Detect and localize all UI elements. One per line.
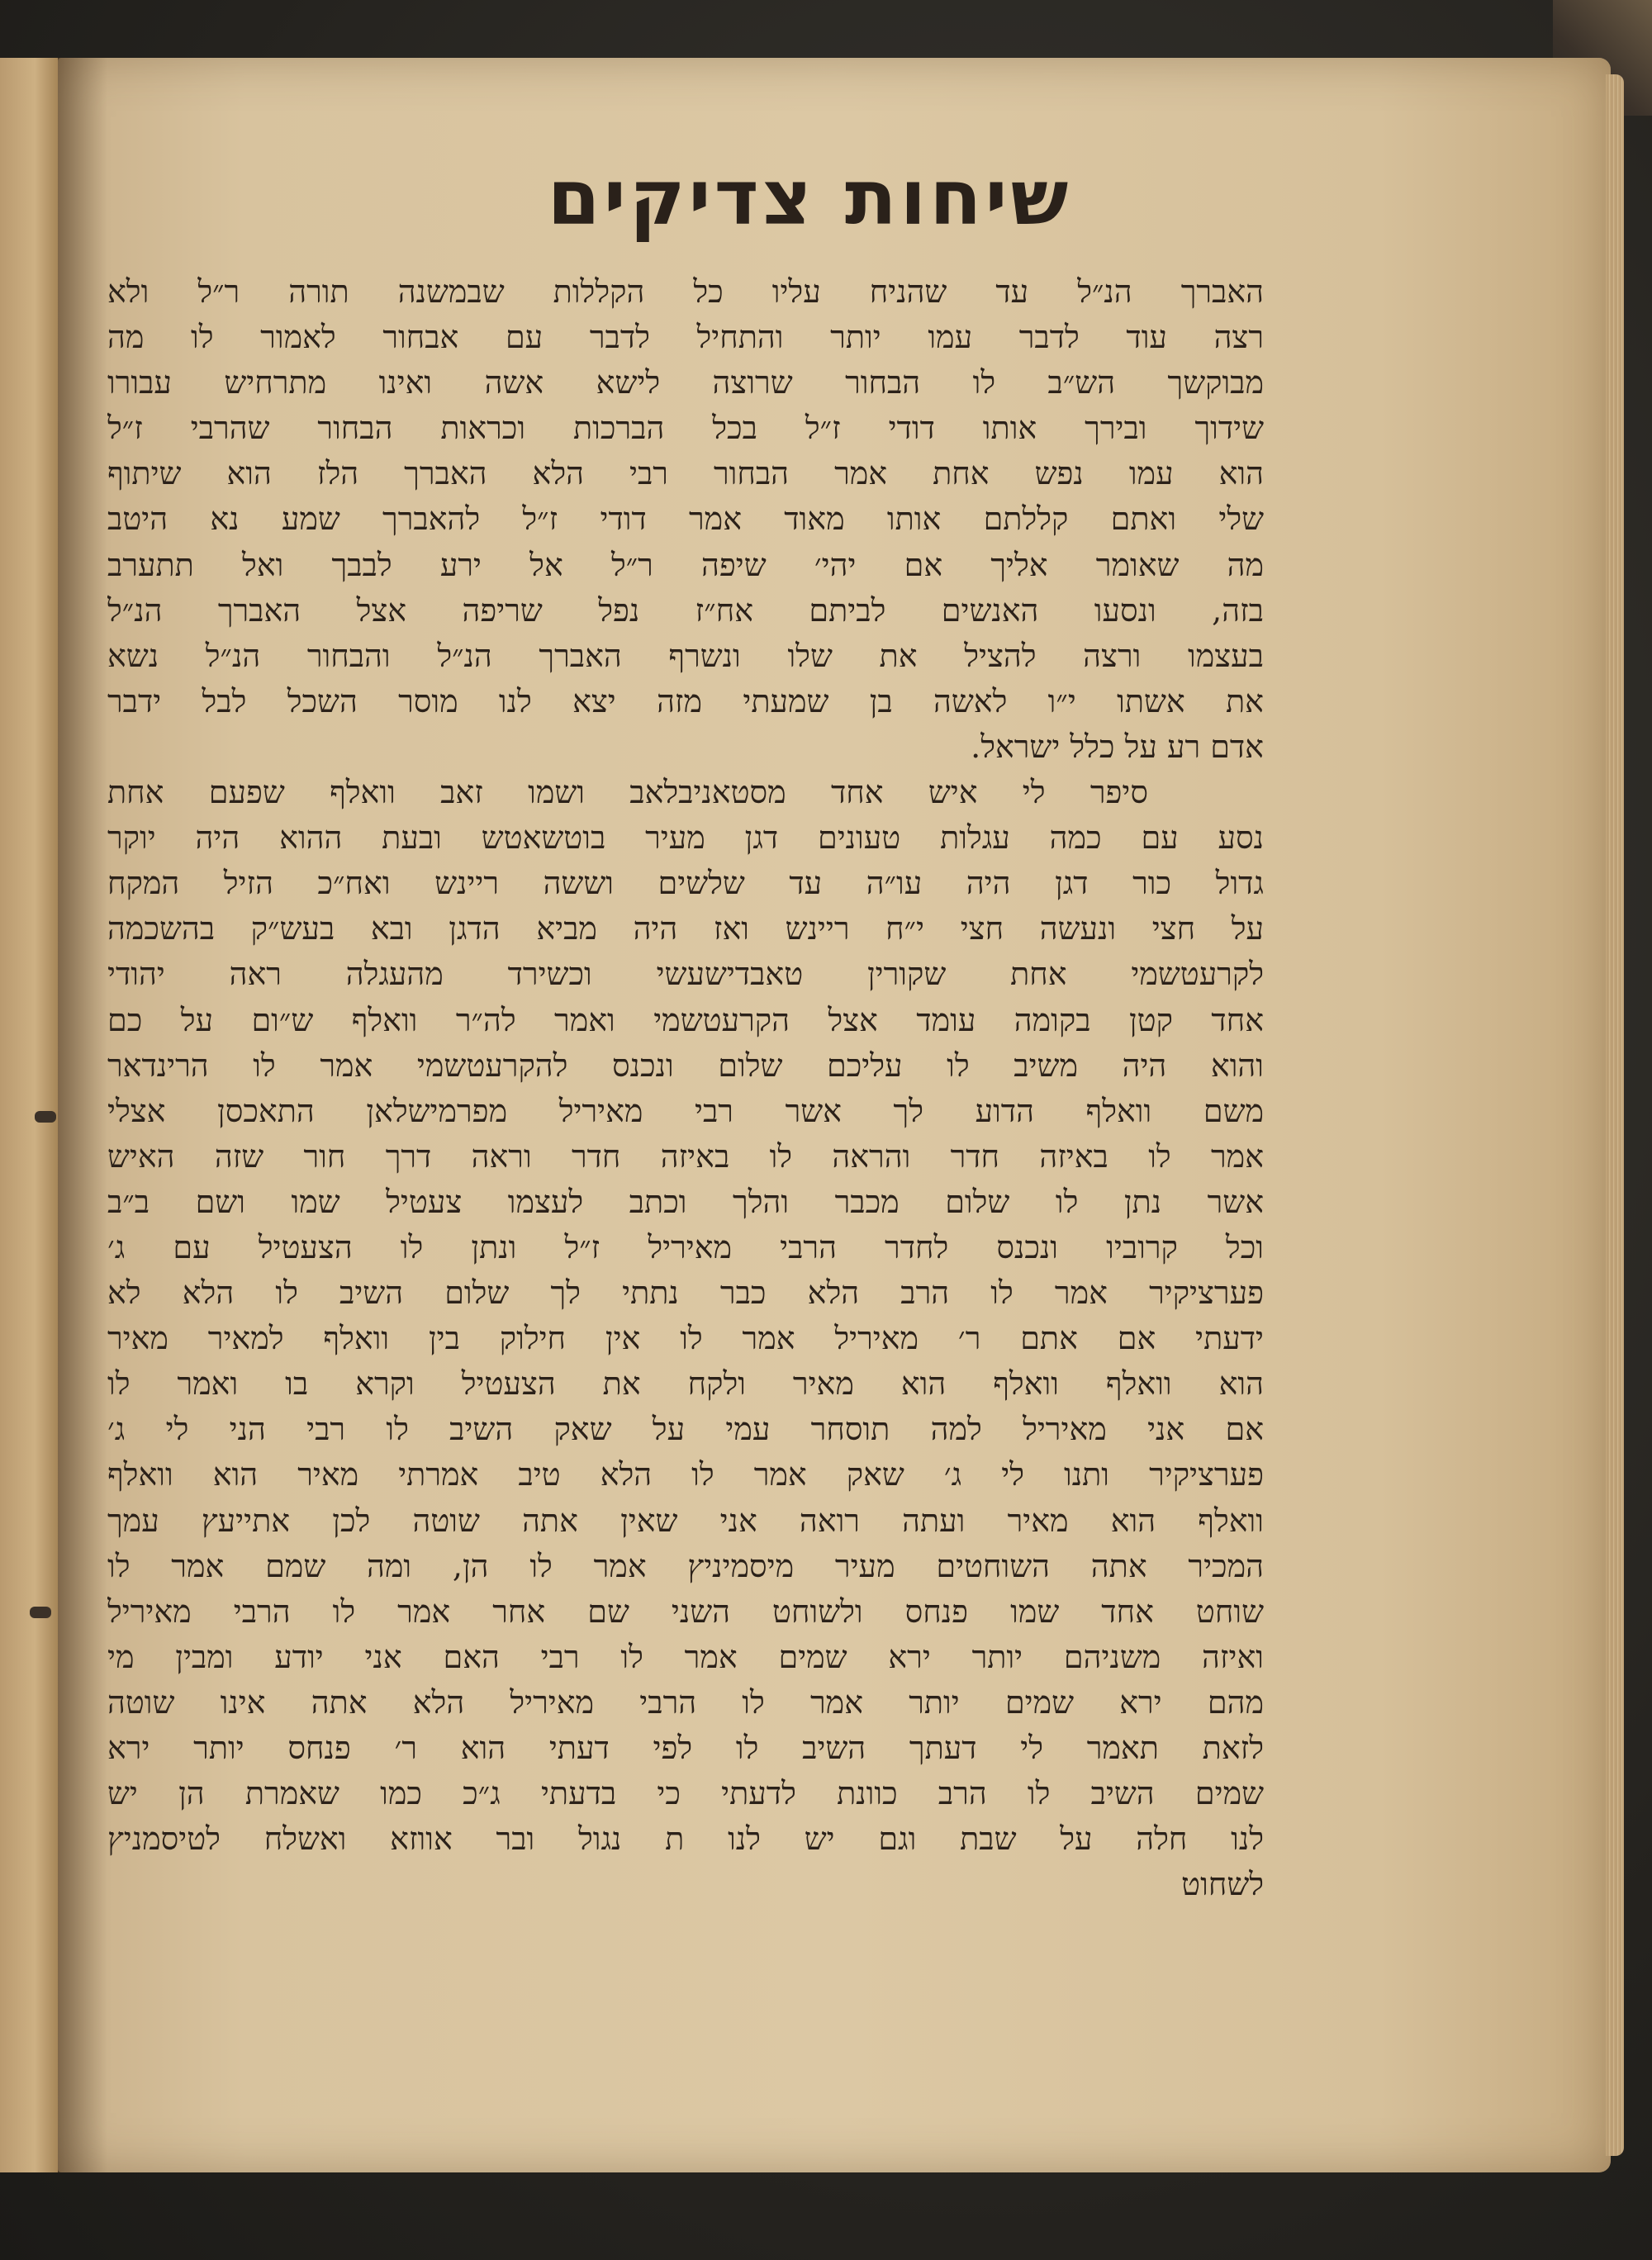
text-line: נסע עם כמה עגלות טעונים דגן מעיר בוטשאטש ובעת ההוא היה יוקר (107, 819, 1264, 857)
gutter-shadow (58, 58, 107, 2172)
text-line: והוא היה משיב לו עליכם שלום ונכנס להקרעטשמי אמר לו הרינדאר (107, 1047, 1264, 1084)
text-line: אם אני מאיריל למה תוסחר עמי על שאק השיב לו רבי הני לי ג׳ (107, 1411, 1264, 1448)
binding-clip (30, 1607, 51, 1618)
page-stack-edge (1606, 74, 1624, 2156)
text-line: מהם ירא שמים יותר אמר לו הרבי מאיריל הלא אתה אינו שוטה (107, 1683, 1264, 1721)
text-line: גדול כור דגן היה עו״ה עד שלשים וששה ריינש ואח״כ הזיל המקח (107, 865, 1264, 902)
text-line: את אשתו י״ו לאשה בן שמעתי מזה יצא לנו מוסר השכל לבל ידבר (107, 682, 1264, 719)
text-line: שוחט אחד שמו פנחס ולשוחט השני שם אחר אמר לו הרבי מאיריל (107, 1593, 1264, 1630)
text-line: שמים השיב לו הרב כוונת לדעתי כי בדעתי ג״כ כמו שאמרת הן יש (107, 1775, 1264, 1812)
text-line: מה שאומר אליך אם יהי׳ שיפה ר״ל אל ירע לבבך ואל תתערב (107, 546, 1264, 583)
text-line: האברך הנ״ל עד שהניח עליו כל הקללות שבמשנה תורה ר״ל ולא (107, 273, 1264, 310)
text-line: אדם רע על כלל ישראל. (971, 728, 1264, 765)
text-line: סיפר לי איש אחד מסטאניבלאב ושמו זאב וואלף שפעם אחת (107, 774, 1148, 811)
text-line: אשר נתן לו שלום מכבר והלך וכתב לעצמו צעטיל שמו ושם ב״ב (107, 1183, 1264, 1220)
text-line: בזה, ונסעו האנשים לביתם אח״ז נפל שריפה אצל האברך הנ״ל (107, 591, 1264, 629)
text-line: אחד קטן בקומה עומד אצל הקרעטשמי ואמר לה״ר וואלף ש״ום על כם (107, 1001, 1264, 1038)
text-line: בעצמו ורצה להציל את שלו ונשרף האברך הנ״ל והבחור הנ״ל נשא (107, 637, 1264, 674)
page-title: שיחות צדיקים (547, 154, 1072, 242)
text-line: וכל קרוביו ונכנס לחדר הרבי מאיריל ז״ל ונתן לו הצעטיל עם ג׳ (107, 1228, 1264, 1265)
text-line: לנו חלה על שבת וגם יש לנו ת נגול ובר אווזא ואשלח לטיסמניץ (107, 1821, 1264, 1858)
text-line: וואלף הוא מאיר ועתה רואה אני שאין אתה שוטה לכן אתייעץ עמך (107, 1502, 1264, 1539)
text-line: שלי ואתם קללתם אותו מאוד אמר דודי ז״ל להאברך שמע נא היטב (107, 501, 1264, 538)
text-line: הוא וואלף וואלף הוא מאיר ולקח את הצעטיל וקרא בו ואמר לו (107, 1365, 1264, 1403)
text-line: ואיזה משניהם יותר ירא שמים אמר לו רבי האם אני יודע ומבין מי (107, 1638, 1264, 1675)
text-line: ידעתי אם אתם ר׳ מאיריל אמר לו אין חילוק בין וואלף למאיר מאיר (107, 1320, 1264, 1357)
text-line: פערציקיר אמר לו הרב הלא כבר נתתי לך שלום השיב לו הלא לא (107, 1275, 1264, 1312)
text-line: לזאת תאמר לי דעתך השיב לו לפי דעתי הוא ר׳ פנחס יותר ירא (107, 1730, 1264, 1766)
text-line: לקרעטשמי אחת שקורין טאבדישעשי וכשירד מהעגלה ראה יהודי (107, 956, 1264, 993)
binding-clip (35, 1111, 56, 1123)
text-line: המכיר אתה השוחטים מעיר מיסמיניץ אמר לו הן, ומה שמם אמר לו (107, 1547, 1264, 1584)
catchword: לשחוט (1181, 1866, 1264, 1903)
text-line: מבוקשך הש״ב לו הבחור שרוצה לישא אשה ואינו מתרחיש עבורו (107, 364, 1264, 401)
body-text (107, 269, 1264, 1907)
text-line: שידוך ובירך אותו דודי ז״ל בכל הברכות וכראות הבחור שהרבי ז״ל (107, 410, 1264, 447)
text-line: על חצי ונעשה חצי י״ח ריינש ואז היה מביא הדגן ובא בעש״ק בהשכמה (107, 910, 1264, 947)
text-line: משם וואלף הדוע לך אשר רבי מאיריל מפרמישלאן התאכסן אצלי (107, 1092, 1264, 1129)
text-line: פערציקיר ותנו לי ג׳ שאק אמר לו הלא טיב אמרתי מאיר הוא וואלף (107, 1456, 1264, 1493)
text-line: הוא עמו נפש אחת אמר הבחור רבי הלא האברך הלז הוא שיתוף (107, 455, 1264, 492)
text-line: רצה עוד לדבר עמו יותר והתחיל לדבר עם אבחור לאמור לו מה (107, 319, 1264, 356)
text-line: אמר לו באיזה חדר והראה לו באיזה חדר וראה דרך חור שזה האיש (107, 1137, 1264, 1175)
